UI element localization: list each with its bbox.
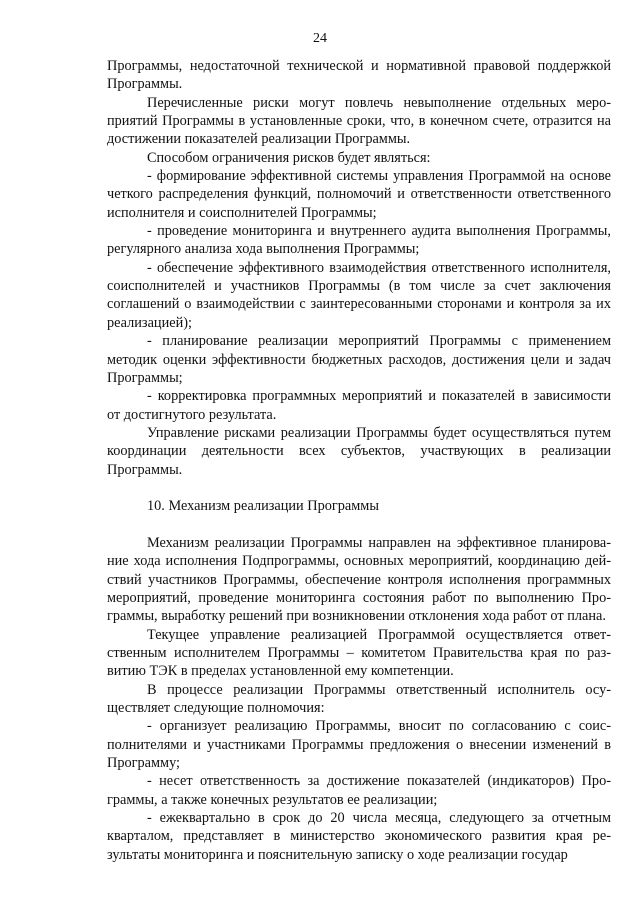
section-heading: 10. Механизм реализации Программы	[147, 498, 379, 515]
list-item: - корректировка программных мероприятий и показателей в зависимости от достигнутого результата.	[107, 388, 611, 423]
list-item: - проведение мониторинга и внутреннего аудита выполнения Программы, регулярного анализа хода выполнения Программы;	[107, 223, 611, 258]
spacer	[107, 479, 611, 497]
paragraph: Механизм реализации Программы направлен на эффективное планирование хода исполнения Подпрограммы, основных мероприятий, координацию действий участников Программы, обеспечение контроля исполнения программных мероприятий, проведение мониторинга состояния работ по выполнению Программы, выработку решений при возникновении отклонения хода работ от плана.	[107, 534, 611, 625]
paragraph: Текущее управление реализацией Программой осуществляется ответственным исполнителем Программы – комитетом Правительства края по развитию ТЭК в пределах установленной ему компетенции.	[107, 626, 611, 680]
paragraph: Программы, недостаточной технической и нормативной правовой поддержкой Программы.	[107, 58, 611, 93]
paragraph: Управление рисками реализации Программы будет осуществляться путем координации деятельности всех субъектов, участвующих в реализации Программы.	[107, 424, 611, 478]
spacer	[107, 516, 611, 534]
list-item: - планирование реализации мероприятий Программы с применением методик оценки эффективности бюджетных расходов, достижения цели и задач Программы;	[107, 333, 611, 386]
list-item: - организует реализацию Программы, вносит по согласованию с соисполнителями и участниками Программы предложения о внесении изменений в Программу;	[107, 718, 611, 772]
list-item: - формирование эффективной системы управления Программой на основе четкого распределения функций, полномочий и ответственности ответственного исполнителя и соисполнителей Программы;	[107, 168, 611, 221]
document-body	[107, 57, 611, 864]
list-item: - ежеквартально в срок до 20 числа месяца, следующего за отчетным кварталом, представляет в министерство экономического развития края результаты мониторинга и пояснительную записку о ходе реализации государ	[107, 810, 611, 863]
page-number: 24	[313, 31, 327, 46]
list-item: - несет ответственность за достижение показателей (индикаторов) Программы, а также конечных результатов ее реализации;	[107, 773, 611, 808]
paragraph: Способом ограничения рисков будет являться:	[147, 149, 431, 166]
list-item: - обеспечение эффективного взаимодействия ответственного исполнителя, соисполнителей и участников Программы (в том числе за счет заключения соглашений о взаимодействии с заинтересованными сторонами и контроля за их реализацией);	[107, 259, 611, 331]
paragraph: Перечисленные риски могут повлечь невыполнение отдельных мероприятий Программы в установленные сроки, что, в конечном счете, отразится на достижении показателей реализации Программы.	[107, 94, 611, 148]
paragraph: В процессе реализации Программы ответственный исполнитель осуществляет следующие полномочия:	[107, 681, 611, 717]
